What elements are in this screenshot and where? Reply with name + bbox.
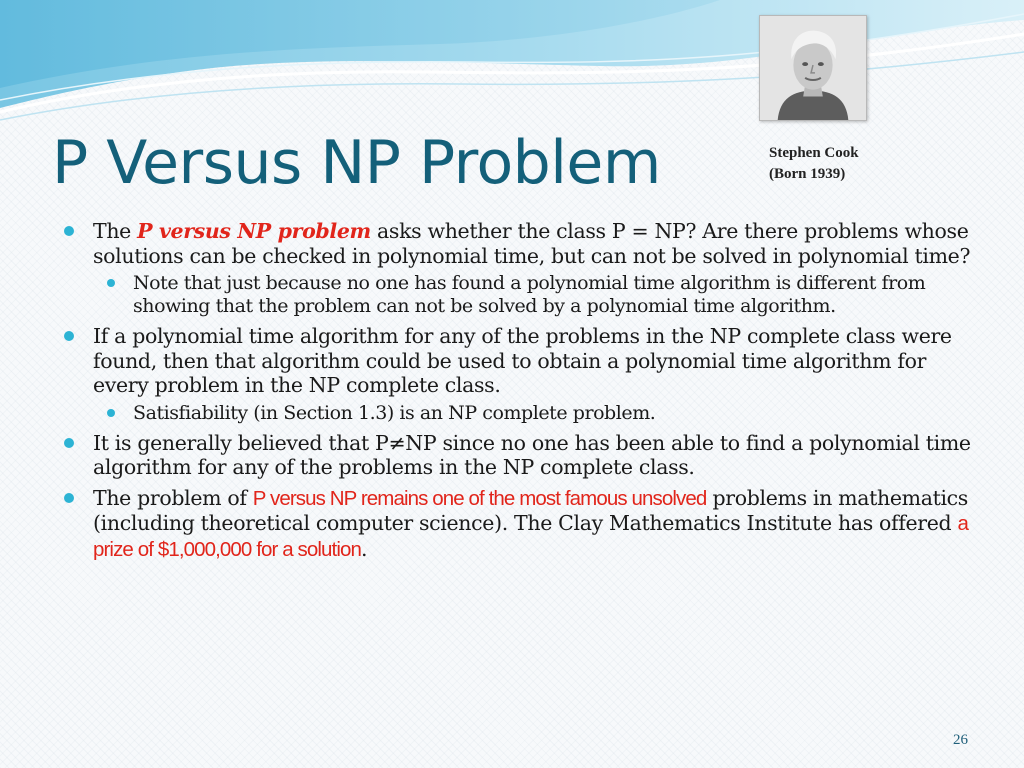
bullet-item-3: It is generally believed that P≠NP since no one has been able to find a polynomial time algorithm for any of the problems in the NP complete class.: [64, 431, 984, 480]
emphasis-text: P versus NP problem: [137, 219, 371, 243]
bullet-list: [64, 219, 984, 562]
highlight-text: a prize of $1,000,000 for a solution: [93, 512, 968, 561]
bullet-item-2: If a polynomial time algorithm for any of the problems in the NP complete class were found, then that algorithm could be used to obtain a polynomial time algorithm for every problem in the NP complete class.: [64, 324, 984, 398]
bullet-item-4: The problem of P versus NP remains one of the most famous unsolved problems in mathematics (including theoretical computer science). The Clay Mathematics Institute has offered a prize of $1,000,000 for a solution.: [64, 486, 984, 563]
bullet-item-1: The P versus NP problem asks whether the class P = NP? Are there problems whose solutions can be checked in polynomial time, but can not be solved in polynomial time?: [64, 219, 984, 268]
bullet-dot-icon: [64, 438, 74, 448]
bullet-dot-icon: [64, 226, 74, 236]
highlight-text: P versus NP remains one of the most famous unsolved: [252, 486, 707, 510]
bullet-subitem-2-1: Satisfiability (in Section 1.3) is an NP complete problem.: [64, 402, 984, 425]
bullet-dot-icon: [64, 331, 74, 341]
photo-caption-born: (Born 1939): [769, 166, 846, 182]
slide-title: P Versus NP Problem: [52, 128, 661, 198]
portrait-photo: [759, 15, 867, 121]
bullet-dot-icon: [64, 493, 74, 503]
portrait-icon: [760, 16, 866, 120]
photo-caption-name: Stephen Cook: [769, 145, 859, 161]
header-wave-decoration: [0, 0, 1024, 140]
photo-caption: [769, 143, 859, 185]
bullet-subitem-1-1: Note that just because no one has found a polynomial time algorithm is different from showing that the problem can not be solved by a polynomial time algorithm.: [64, 272, 984, 318]
page-number: 26: [953, 732, 968, 748]
bullet-dot-icon: [107, 279, 115, 287]
bullet-dot-icon: [107, 409, 115, 417]
